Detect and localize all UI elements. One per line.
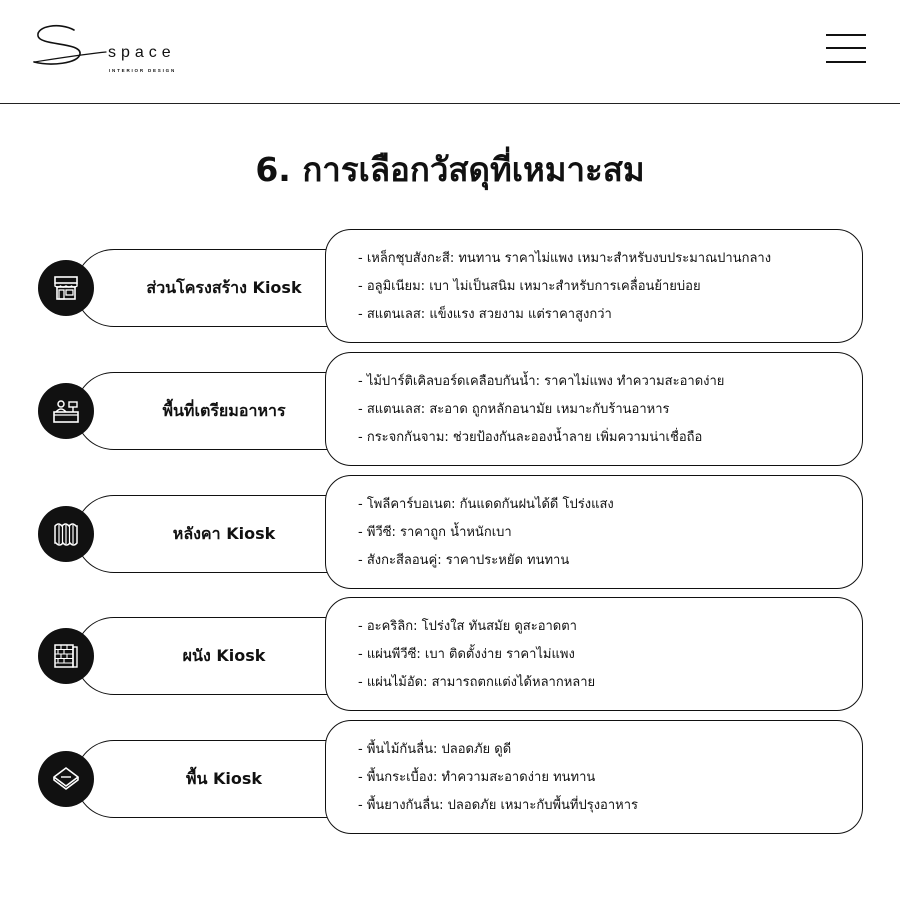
hamburger-menu-icon[interactable]: [826, 33, 866, 65]
menu-bar: [826, 47, 866, 49]
wall-panel-icon: [38, 628, 94, 684]
logo-tagline: INTERIOR DESIGN: [109, 68, 177, 73]
description-line: - ไม้ปาร์ติเคิลบอร์ดเคลือบกันน้ำ: ราคาไม่แพง ทำความสะอาดง่าย: [358, 373, 725, 389]
page-title: 6. การเลือกวัสดุที่เหมาะสม: [255, 150, 645, 189]
logo-s-mark: [30, 22, 110, 72]
description-line: - แผ่นพีวีซี: เบา ติดตั้งง่าย ราคาไม่แพง: [358, 646, 575, 662]
description-line: - พื้นไม้กันลื่น: ปลอดภัย ดูดี: [358, 741, 512, 757]
section-description: [325, 229, 863, 343]
material-row-floor: [0, 720, 900, 834]
material-row-food-prep: [0, 352, 900, 466]
menu-bar: [826, 61, 866, 63]
material-row-wall: [0, 597, 900, 711]
description-line: - กระจกกันจาม: ช่วยป้องกันละอองน้ำลาย เพิ่มความน่าเชื่อถือ: [358, 429, 703, 445]
description-line: - สังกะสีลอนคู่: ราคาประหยัด ทนทาน: [358, 552, 570, 568]
description-line: - พีวีซี: ราคาถูก น้ำหนักเบา: [358, 524, 512, 540]
section-label-pill: [75, 740, 365, 818]
section-description: [325, 720, 863, 834]
description-line: - สแตนเลส: แข็งแรง สวยงาม แต่ราคาสูงกว่า: [358, 306, 612, 322]
section-label-pill: [75, 249, 365, 327]
description-line: - โพลีคาร์บอเนต: กันแดดกันฝนได้ดี โปร่งแสง: [358, 496, 614, 512]
kiosk-store-icon: [38, 260, 94, 316]
description-line: - แผ่นไม้อัด: สามารถตกแต่งได้หลากหลาย: [358, 674, 596, 690]
description-line: - พื้นกระเบื้อง: ทำความสะอาดง่าย ทนทาน: [358, 769, 596, 785]
description-line: - อะคริลิก: โปร่งใส ทันสมัย ดูสะอาดตา: [358, 618, 577, 634]
corrugated-roof-icon: [38, 506, 94, 562]
logo-wordmark: space: [108, 44, 176, 61]
brand-logo[interactable]: [30, 22, 177, 82]
header: [0, 0, 900, 104]
material-row-roof: [0, 475, 900, 589]
section-description: [325, 597, 863, 711]
section-description: [325, 475, 863, 589]
section-label: ส่วนโครงสร้าง Kiosk: [146, 277, 302, 297]
section-label: หลังคา Kiosk: [172, 523, 276, 543]
section-label: พื้น Kiosk: [185, 768, 263, 788]
description-line: - สแตนเลส: สะอาด ถูกหลักอนามัย เหมาะกับร้านอาหาร: [358, 401, 670, 417]
menu-bar: [826, 34, 866, 36]
section-label: ผนัง Kiosk: [182, 645, 266, 665]
food-counter-icon: [38, 383, 94, 439]
floor-tile-icon: [38, 751, 94, 807]
description-line: - อลูมิเนียม: เบา ไม่เป็นสนิม เหมาะสำหรับการเคลื่อนย้ายบ่อย: [358, 278, 701, 294]
section-label-pill: [75, 617, 365, 695]
description-line: - พื้นยางกันลื่น: ปลอดภัย เหมาะกับพื้นที่ปรุงอาหาร: [358, 797, 639, 813]
section-description: [325, 352, 863, 466]
material-row-structure: [0, 229, 900, 343]
description-line: - เหล็กชุบสังกะสี: ทนทาน ราคาไม่แพง เหมาะสำหรับงบประมาณปานกลาง: [358, 250, 772, 266]
section-label-pill: [75, 495, 365, 573]
section-label: พื้นที่เตรียมอาหาร: [162, 400, 286, 420]
section-label-pill: [75, 372, 365, 450]
